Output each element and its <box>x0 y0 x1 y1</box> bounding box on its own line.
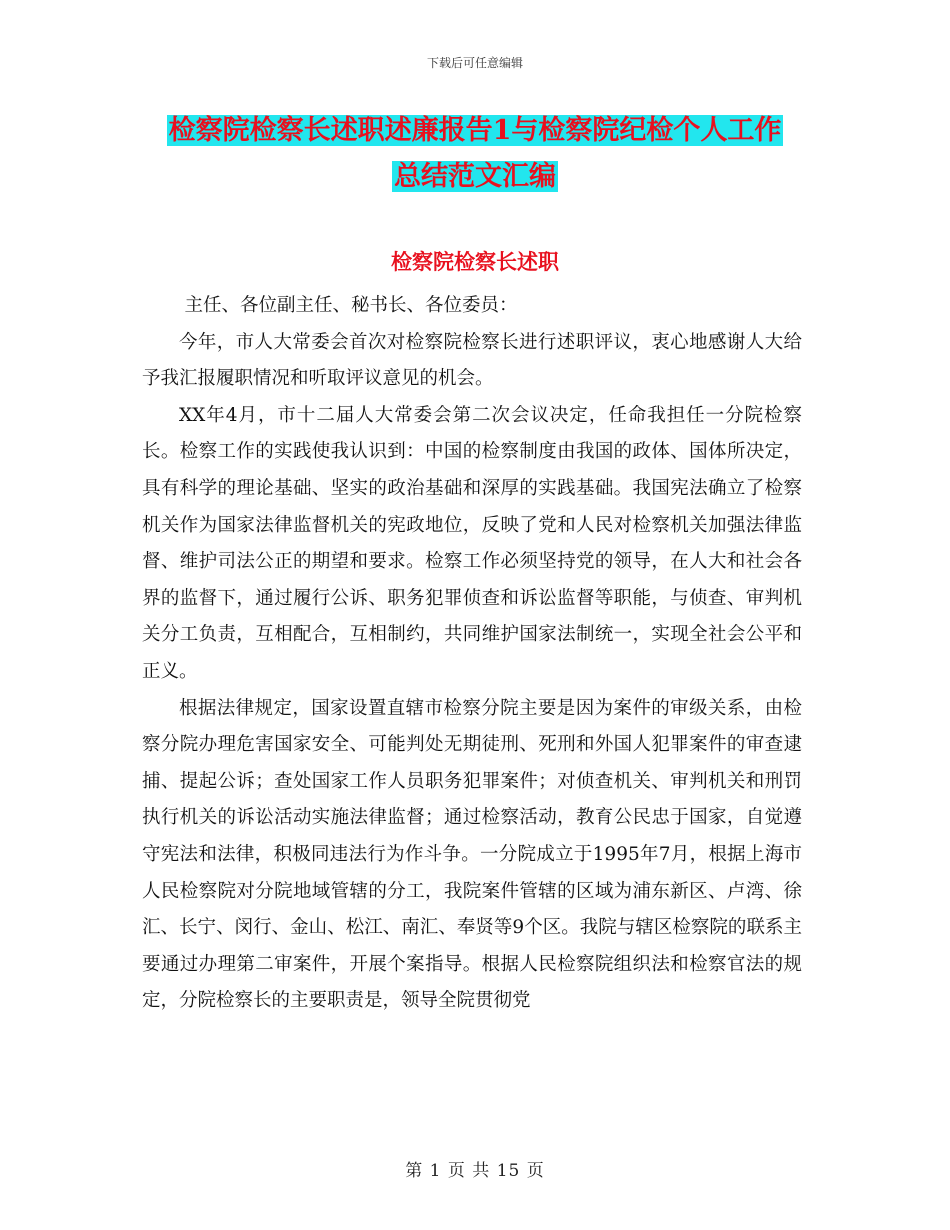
body-paragraph: XX年4月，市十二届人大常委会第二次会议决定，任命我担任一分院检察长。检察工作的实践使我认识到：中国的检察制度由我国的政体、国体所决定，具有科学的理论基础、坚实的政治基础和深厚的实践基础。我国宪法确立了检察机关作为国家法律监督机关的宪政地位，反映了党和人民对检察机关加强法律监督、维护司法公正的期望和要求。检察工作必须坚持党的领导，在人大和社会各界的监督下，通过履行公诉、职务犯罪侦查和诉讼监督等职能，与侦查、审判机关分工负责，互相配合，互相制约，共同维护国家法制统一，实现全社会公平和正义。 <box>142 404 802 682</box>
section-heading: 检察院检察长述职 <box>391 249 559 274</box>
body-paragraph: 根据法律规定，国家设置直辖市检察分院主要是因为案件的审级关系，由检察分院办理危害国家安全、可能判处无期徒刑、死刑和外国人犯罪案件的审查逮捕、提起公诉；查处国家工作人员职务犯罪案件；对侦查机关、审判机关和刑罚执行机关的诉讼活动实施法律监督；通过检察活动，教育公民忠于国家，自觉遵守宪法和法律，积极同违法行为作斗争。一分院成立于1995年7月，根据上海市人民检察院对分院地域管辖的分工，我院案件管辖的区域为浦东新区、卢湾、徐汇、长宁、闵行、金山、松江、南汇、奉贤等9个区。我院与辖区检察院的联系主要通过办理第二审案件，开展个案指导。根据人民检察院组织法和检察官法的规定，分院检察长的主要职责是，领导全院贯彻党 <box>142 697 802 1012</box>
document-title-line-2: 总结范文汇编 <box>394 161 556 192</box>
page-number-footer: 第 1 页 共 15 页 <box>405 1161 545 1181</box>
document-title-line-1: 检察院检察长述职述廉报告1与检察院纪检个人工作 <box>168 115 782 146</box>
document-body <box>142 288 802 1020</box>
document-title <box>140 108 810 200</box>
body-paragraph: 今年，市人大常委会首次对检察院检察长进行述职评议，衷心地感谢人大给予我汇报履职情况和听取评议意见的机会。 <box>142 331 802 390</box>
header-note: 下载后可任意编辑 <box>426 56 523 70</box>
salutation: 主任、各位副主任、秘书长、各位委员： <box>184 295 518 316</box>
